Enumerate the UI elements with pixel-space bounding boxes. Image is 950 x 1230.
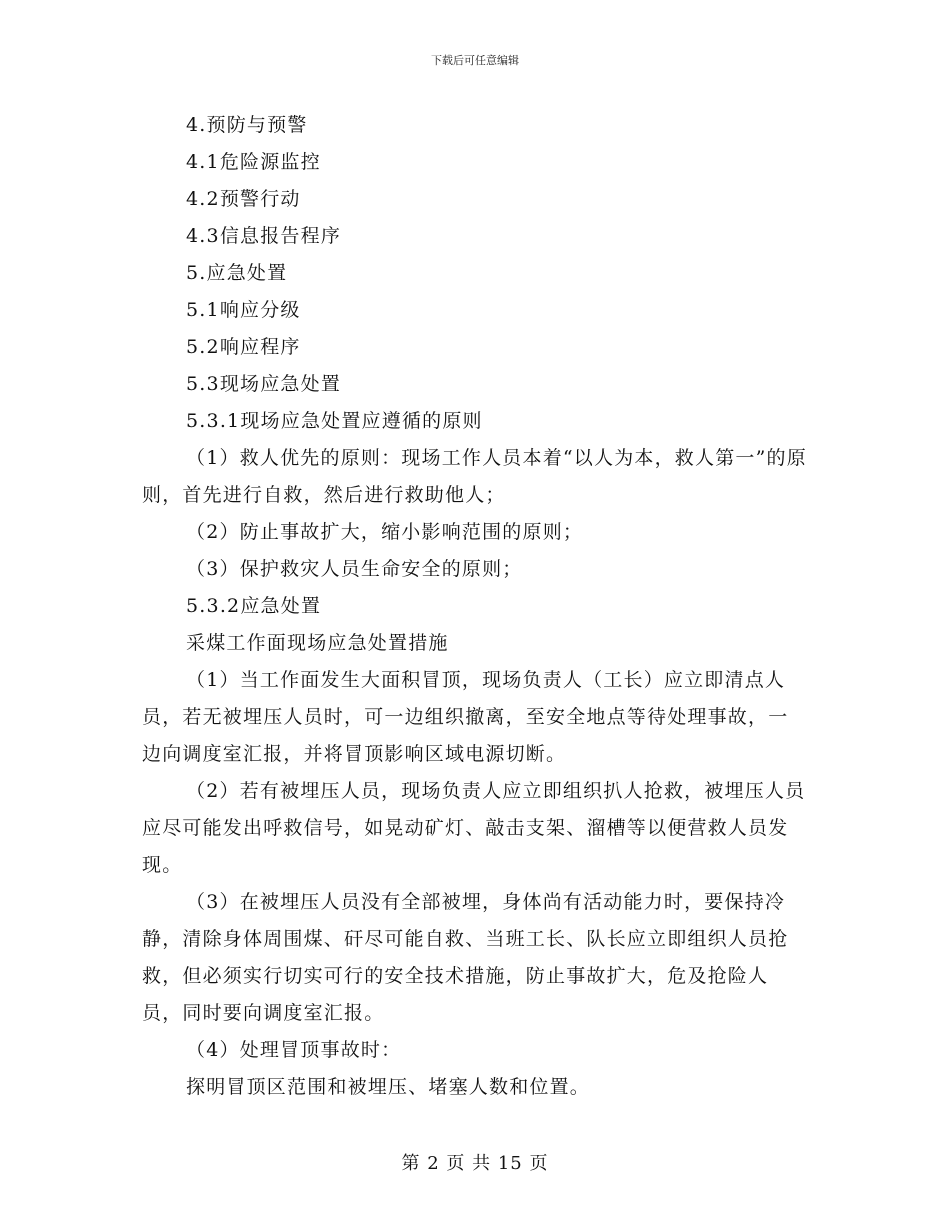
heading-response-levels: 5.1响应分级 [186,299,301,321]
paragraph-principle-1: （1）救人优先的原则：现场工作人员本着“以人为本，救人第一”的原则，首先进行自救，然后进行救助他人； [142,447,807,506]
heading-emergency-handling: 5.3.2应急处置 [186,595,322,617]
paragraph-measure-4: （4）处理冒顶事故时： [186,1039,402,1061]
page-header-note: 下载后可任意编辑 [431,54,519,67]
paragraph-measure-1: （1）当工作面发生大面积冒顶，现场负责人（工长）应立即清点人员，若无被埋压人员时，可一边组织撤离，至安全地点等待处理事故，一边向调度室汇报，并将冒顶影响区域电源切断。 [142,669,789,765]
paragraph-principle-2: （2）防止事故扩大，缩小影响范围的原则； [186,521,584,543]
document-body [142,107,808,1106]
heading-onsite-response: 5.3现场应急处置 [186,373,342,395]
page-number: 第 2 页 共 15 页 [401,1153,549,1174]
heading-warning-action: 4.2预警行动 [186,188,301,210]
heading-info-report: 4.3信息报告程序 [186,225,342,247]
paragraph-measure-2: （2）若有被埋压人员，现场负责人应立即组织扒人抢救，被埋压人员应尽可能发出呼救信号，如晃动矿灯、敲击支架、溜槽等以便营救人员发现。 [142,780,806,876]
paragraph-measure-3: （3）在被埋压人员没有全部被埋，身体尚有活动能力时，要保持冷静，清除身体周围煤、矸尽可能自救、当班工长、队长应立即组织人员抢救，但必须实行切实可行的安全技术措施，防止事故扩大，危及抢险人员，同时要向调度室汇报。 [142,891,789,1024]
heading-mining-face-measures: 采煤工作面现场应急处置措施 [186,632,449,654]
heading-hazard-monitoring: 4.1危险源监控 [186,151,321,173]
heading-response-procedure: 5.2响应程序 [186,336,301,358]
heading-onsite-principles: 5.3.1现场应急处置应遵循的原则 [186,410,483,432]
heading-prevention-warning: 4.预防与预警 [186,114,308,136]
heading-emergency-response: 5.应急处置 [186,262,288,284]
paragraph-principle-3: （3）保护救灾人员生命安全的原则； [186,558,523,580]
paragraph-survey-area: 探明冒顶区范围和被埋压、堵塞人数和位置。 [186,1076,591,1098]
